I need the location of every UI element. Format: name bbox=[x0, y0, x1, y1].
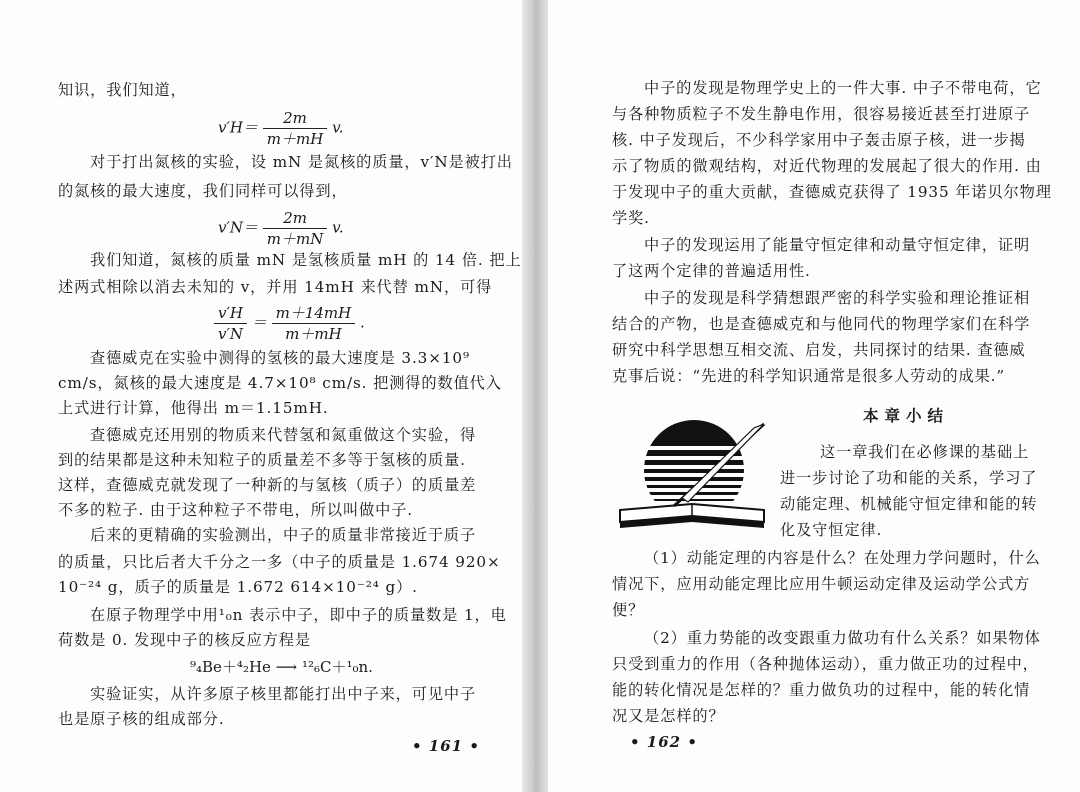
text-line: 于发现中子的重大贡献，查德威克获得了 1935 年诺贝尔物理 bbox=[612, 183, 1052, 201]
text-line: 到的结果都是这种未知粒子的质量差不多等于氢核的质量. bbox=[58, 451, 466, 469]
page-number: • 162 • bbox=[630, 733, 698, 751]
text-line: 荷数是 0. 发现中子的核反应方程是 bbox=[58, 631, 311, 649]
fraction bbox=[272, 303, 356, 344]
question-line: （2）重力势能的改变跟重力做功有什么关系？如果物体 bbox=[644, 629, 1041, 647]
summary-line: 这一章我们在必修课的基础上 bbox=[820, 443, 1030, 461]
text-line: 我们知道，氮核的质量 mN 是氢核质量 mH 的 14 倍. 把上 bbox=[90, 251, 522, 269]
numerator: 2m bbox=[263, 208, 328, 229]
equals-sign: ＝ bbox=[251, 313, 267, 332]
text-line: cm/s，氮核的最大速度是 4.7×10⁸ cm/s. 把测得的数值代入 bbox=[58, 374, 502, 392]
question-line: 便？ bbox=[612, 601, 645, 619]
formula-lhs: v′H＝ bbox=[218, 118, 258, 137]
formula-vH bbox=[218, 108, 344, 149]
text-line: 核. 中子发现后，不少科学家用中子轰击原子核，进一步揭 bbox=[612, 131, 1026, 149]
text-line: 10⁻²⁴ g，质子的质量是 1.672 614×10⁻²⁴ g）. bbox=[58, 578, 418, 596]
text-line: 实验证实，从许多原子核里都能打出中子来，可见中子 bbox=[90, 685, 477, 703]
formula-lhs: v′N＝ bbox=[218, 218, 259, 237]
chapter-summary-heading: 本章小结 bbox=[863, 406, 950, 425]
fraction bbox=[214, 303, 247, 344]
numerator: v′H bbox=[214, 303, 247, 324]
book-quill-illustration bbox=[614, 418, 784, 536]
denominator: m＋mN bbox=[266, 230, 324, 248]
text-line: 在原子物理学中用¹₀n 表示中子，即中子的质量数是 1，电 bbox=[90, 606, 507, 624]
text-line: 了这两个定律的普遍适用性. bbox=[612, 262, 811, 280]
text-line: 后来的更精确的实验测出，中子的质量非常接近于质子 bbox=[90, 526, 477, 544]
text-line: 上式进行计算，他得出 m＝1.15mH. bbox=[58, 399, 329, 417]
text-line: 的质量，只比后者大千分之一多（中子的质量是 1.674 920× bbox=[58, 553, 501, 571]
left-page bbox=[0, 0, 522, 792]
text-line: 中子的发现是科学猜想跟严密的科学实验和理论推证相 bbox=[644, 289, 1031, 307]
text-line: 不多的粒子. 由于这种粒子不带电，所以叫做中子. bbox=[58, 501, 414, 519]
formula-rhs: v. bbox=[332, 118, 344, 137]
question-line: 能的转化情况是怎样的？重力做负功的过程中，能的转化情 bbox=[612, 681, 1031, 699]
fraction bbox=[263, 208, 328, 249]
text-line: 克事后说：“先进的科学知识通常是很多人劳动的成果.” bbox=[612, 367, 1006, 385]
summary-line: 化及守恒定律. bbox=[780, 521, 883, 539]
text-line: 查德威克在实验中测得的氢核的最大速度是 3.3×10⁹ bbox=[90, 349, 470, 367]
text-line: 与各种物质粒子不发生静电作用，很容易接近甚至打进原子 bbox=[612, 105, 1031, 123]
text-line: 的氮核的最大速度，我们同样可以得到， bbox=[58, 182, 348, 200]
text-line: 中子的发现是物理学史上的一件大事. 中子不带电荷，它 bbox=[644, 79, 1042, 97]
text-line: 也是原子核的组成部分. bbox=[58, 710, 225, 728]
denominator: m＋mH bbox=[285, 325, 342, 343]
formula-vN bbox=[218, 208, 344, 249]
question-line: 情况下，应用动能定理比应用牛顿运动定律及运动学公式方 bbox=[612, 575, 1031, 593]
text-line: 对于打出氮核的实验，设 mN 是氮核的质量，v′N是被打出 bbox=[90, 153, 513, 171]
text-line: 研究中科学思想互相交流、启发，共同探讨的结果. 查德威 bbox=[612, 341, 1026, 359]
summary-line: 进一步讨论了功和能的关系，学习了 bbox=[780, 469, 1038, 487]
question-line: 只受到重力的作用（各种抛体运动），重力做正功的过程中， bbox=[612, 655, 1039, 673]
formula-ratio bbox=[214, 303, 365, 344]
question-line: （1）动能定理的内容是什么？在处理力学问题时，什么 bbox=[644, 549, 1041, 567]
text-line: 结合的产物，也是查德威克和与他同代的物理学家们在科学 bbox=[612, 315, 1031, 333]
text-line: 述两式相除以消去未知的 v，并用 14mH 来代替 mN，可得 bbox=[58, 278, 493, 296]
text-line: 中子的发现运用了能量守恒定律和动量守恒定律，证明 bbox=[644, 236, 1031, 254]
fraction bbox=[263, 108, 328, 149]
question-line: 况又是怎样的？ bbox=[612, 707, 725, 725]
text-line: 示了物质的微观结构，对近代物理的发展起了很大的作用. 由 bbox=[612, 157, 1042, 175]
text-line: 查德威克还用别的物质来代替氢和氮重做这个实验，得 bbox=[90, 426, 477, 444]
nuclear-reaction-equation: ⁹₄Be＋⁴₂He ⟶ ¹²₆C＋¹₀n. bbox=[190, 658, 373, 676]
text-line: 这样，查德威克就发现了一种新的与氢核（质子）的质量差 bbox=[58, 476, 477, 494]
summary-line: 动能定理、机械能守恒定律和能的转 bbox=[780, 495, 1038, 513]
page-number: • 161 • bbox=[412, 737, 480, 755]
period: . bbox=[360, 313, 365, 332]
numerator: 2m bbox=[263, 108, 328, 129]
denominator: m＋mH bbox=[266, 130, 324, 148]
denominator: v′N bbox=[218, 325, 244, 343]
text-line: 学奖. bbox=[612, 209, 650, 227]
numerator: m＋14mH bbox=[272, 303, 356, 324]
formula-rhs: v. bbox=[332, 218, 344, 237]
text-line: 知识，我们知道， bbox=[58, 81, 187, 99]
book-gutter bbox=[522, 0, 548, 792]
right-page bbox=[548, 0, 1080, 792]
